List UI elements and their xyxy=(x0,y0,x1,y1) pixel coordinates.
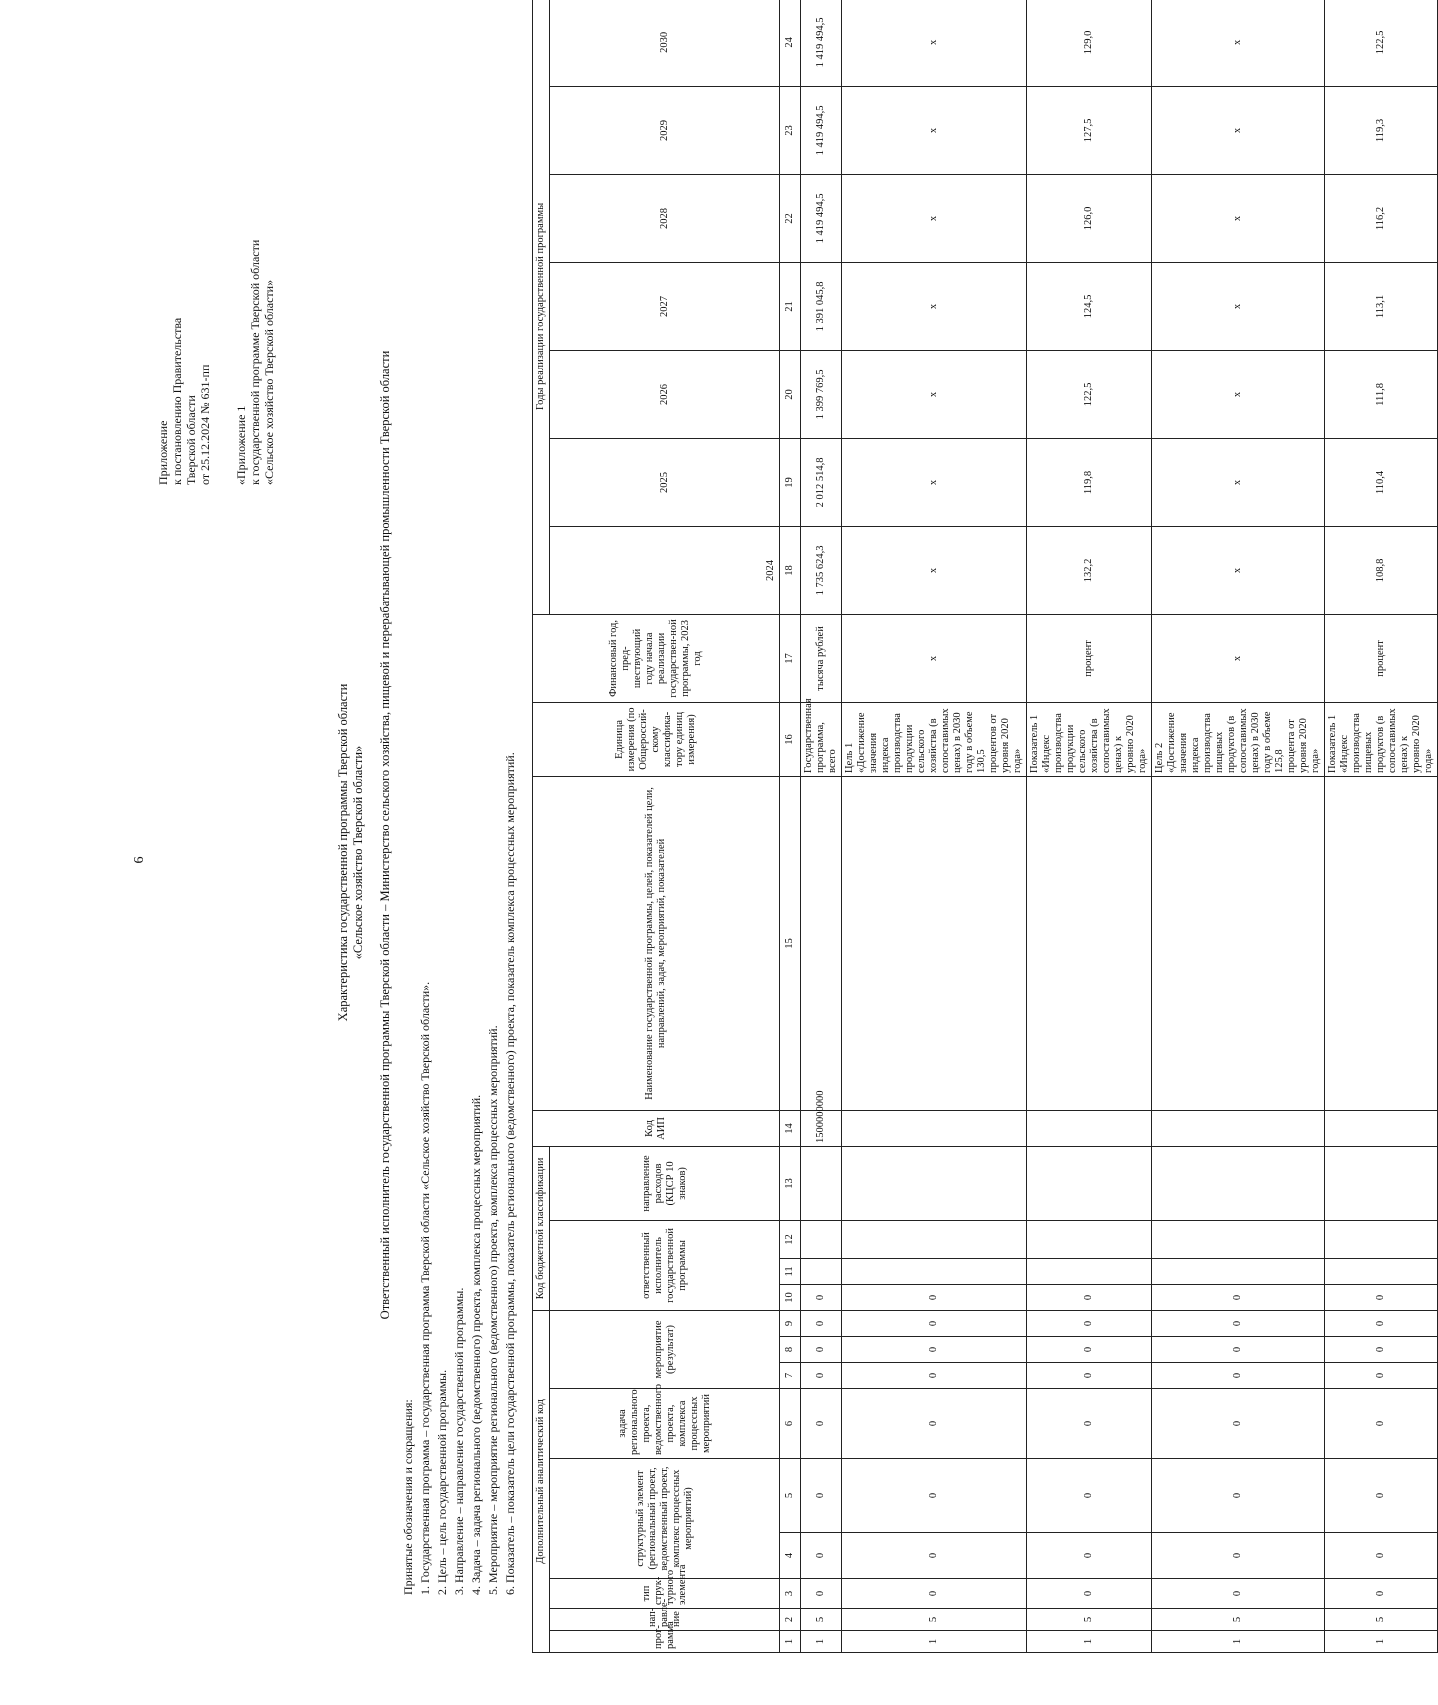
fin-year-cell: 108,8 xyxy=(1325,526,1438,614)
code-cell: 0 xyxy=(1325,1337,1438,1363)
code-cell: 0 xyxy=(801,1579,842,1609)
column-number: 20 xyxy=(780,350,801,438)
year-value-cell: 126,0 xyxy=(1027,174,1152,262)
code-cell: 1 xyxy=(801,1631,842,1653)
code-cell xyxy=(801,1220,842,1258)
header-name: Наименование государственной программы, целей, показателей цели, направлений, задач, мероприятий, показателей xyxy=(533,776,780,1110)
column-number: 4 xyxy=(780,1533,801,1579)
header-struct-element: структурный элемент (региональный проект, ведомственный проект, комплекс процессных мероприятий) xyxy=(550,1459,780,1579)
code-cell: 0 xyxy=(1152,1363,1325,1389)
code-cell: 1 xyxy=(1325,1631,1438,1653)
header-unit: Единица измерения (по Общероссий-скому классифика-тору единиц измерения) xyxy=(533,702,780,776)
year-value-cell: x xyxy=(842,174,1027,262)
column-number: 16 xyxy=(780,702,801,776)
column-number: 5 xyxy=(780,1459,801,1533)
code-cell xyxy=(1325,1220,1438,1258)
appendix-line: Тверской области xyxy=(184,395,198,485)
name-cell: Государственная программа, всего xyxy=(801,702,842,776)
code-cell xyxy=(1325,1110,1438,1146)
year-value-cell: x xyxy=(1152,438,1325,526)
year-value-cell: 113,1 xyxy=(1325,262,1438,350)
code-cell: 1 xyxy=(1027,1631,1152,1653)
code-cell: 0 xyxy=(1325,1363,1438,1389)
aip-cell xyxy=(1152,776,1325,1110)
code-cell: 0 xyxy=(1027,1337,1152,1363)
code-cell xyxy=(1027,1220,1152,1258)
code-cell: 0 xyxy=(801,1533,842,1579)
column-number: 22 xyxy=(780,174,801,262)
code-cell: 0 xyxy=(1027,1284,1152,1310)
fin-year-cell: 132,2 xyxy=(1027,526,1152,614)
year-value-cell: 1 419 494,5 xyxy=(801,174,842,262)
code-cell: 5 xyxy=(1152,1609,1325,1631)
code-cell: 5 xyxy=(1027,1609,1152,1631)
header-event: мероприятие (результат) xyxy=(550,1310,780,1388)
column-number: 14 xyxy=(780,1110,801,1146)
year-value-cell: 122,5 xyxy=(1027,350,1152,438)
year-2026: 2026 xyxy=(550,350,780,438)
fin-year-cell: x xyxy=(842,526,1027,614)
year-value-cell: x xyxy=(1152,350,1325,438)
code-cell: 0 xyxy=(801,1284,842,1310)
code-cell: 0 xyxy=(801,1459,842,1533)
column-number: 17 xyxy=(780,614,801,702)
code-cell: 0 xyxy=(801,1337,842,1363)
legend-item: 1. Государственная программа – государственная программа Тверской области «Сельское хозяйство Тверской области». xyxy=(418,981,432,1595)
code-cell: 0 xyxy=(1325,1459,1438,1533)
code-cell: 0 xyxy=(1152,1337,1325,1363)
year-value-cell: 1 391 045,8 xyxy=(801,262,842,350)
column-number: 1 xyxy=(780,1631,801,1653)
table-row xyxy=(1027,0,1152,1653)
year-value-cell: x xyxy=(842,86,1027,174)
table-row xyxy=(1325,0,1438,1653)
year-2030: 2030 xyxy=(550,0,780,86)
code-cell: 0 xyxy=(842,1284,1027,1310)
year-value-cell: 116,2 xyxy=(1325,174,1438,262)
name-cell: Цель 2 «Достижение значения индекса производства пищевых продуктов (в сопоставимых ценах) в 2030 году в объеме 125,8 процента от уровня 2020 года» xyxy=(1152,702,1325,776)
code-cell: 0 xyxy=(842,1363,1027,1389)
code-cell xyxy=(842,1110,1027,1146)
header-program: прог-рамма xyxy=(550,1631,780,1653)
code-cell xyxy=(1027,1146,1152,1220)
table-body xyxy=(780,0,1438,1653)
year-value-cell: 119,8 xyxy=(1027,438,1152,526)
legend-title: Принятые обозначения и сокращения: xyxy=(401,1399,415,1595)
aip-cell xyxy=(1325,776,1438,1110)
year-value-cell: x xyxy=(842,262,1027,350)
code-cell: 5 xyxy=(801,1609,842,1631)
code-cell: 0 xyxy=(1027,1459,1152,1533)
column-number: 10 xyxy=(780,1284,801,1310)
year-value-cell: 1 399 769,5 xyxy=(801,350,842,438)
unit-cell: x xyxy=(1152,614,1325,702)
year-value-cell: x xyxy=(1152,174,1325,262)
responsible-executor: Ответственный исполнитель государственной программы Тверской области – Министерство сельского хозяйства, пищевой и перерабатывающей промышленности Тверской области xyxy=(378,350,392,1320)
year-value-cell: 1 419 494,5 xyxy=(801,86,842,174)
code-cell xyxy=(1325,1258,1438,1284)
code-cell: 0 xyxy=(1027,1310,1152,1336)
name-cell: Показатель 1 «Индекс производства пищевых продуктов (в сопоставимых ценах) к уровню 2020 года» xyxy=(1325,702,1438,776)
code-cell: 1 xyxy=(1152,1631,1325,1653)
code-cell xyxy=(1027,1258,1152,1284)
code-cell: 0 xyxy=(1325,1389,1438,1459)
column-number: 11 xyxy=(780,1258,801,1284)
table-row xyxy=(801,0,842,1653)
code-cell xyxy=(1152,1258,1325,1284)
year-value-cell: 127,5 xyxy=(1027,86,1152,174)
header-years: Годы реализации государственной программы xyxy=(533,0,550,614)
header-task: задача регионального проекта, ведомственного проекта, комплекса процессных мероприятий xyxy=(550,1389,780,1459)
column-number: 12 xyxy=(780,1220,801,1258)
header-budget-code: Код бюджетной классификации xyxy=(533,1146,550,1310)
header-responsible: ответственный исполнитель государственной программы xyxy=(550,1220,780,1310)
code-cell: 0 xyxy=(1325,1579,1438,1609)
code-cell: 0 xyxy=(1152,1310,1325,1336)
code-cell: 0 xyxy=(842,1337,1027,1363)
code-cell: 0 xyxy=(1152,1533,1325,1579)
header-aip: Код АИП xyxy=(533,1110,780,1146)
column-number: 24 xyxy=(780,0,801,86)
code-cell: 0 xyxy=(842,1310,1027,1336)
code-cell: 0 xyxy=(1152,1389,1325,1459)
appendix-line: к государственной программе Тверской области xyxy=(248,239,262,485)
header-analytic-code: Дополнительный аналитический код xyxy=(533,1310,550,1652)
code-cell: 0 xyxy=(1325,1533,1438,1579)
year-value-cell: 2 012 514,8 xyxy=(801,438,842,526)
code-cell xyxy=(1152,1220,1325,1258)
year-value-cell: x xyxy=(842,350,1027,438)
year-value-cell: 124,5 xyxy=(1027,262,1152,350)
heading-line-1: Характеристика государственной программы Тверской области xyxy=(336,683,350,1022)
legend-block xyxy=(400,95,519,1595)
code-cell xyxy=(842,1220,1027,1258)
unit-cell: тысяча рублей xyxy=(801,614,842,702)
code-cell xyxy=(842,1146,1027,1220)
column-number: 18 xyxy=(780,526,801,614)
name-cell: Цель 1 «Достижение значения индекса производства продукции сельского хозяйства (в сопоставимых ценах) в 2030 году в объеме 130,5 процентов от уровня 2020 года» xyxy=(842,702,1027,776)
heading-line-2: «Сельское хозяйство Тверской области» xyxy=(351,745,365,960)
legend-item: 5. Мероприятие – мероприятие регионального (ведомственного) проекта, комплекса процессных мероприятий. xyxy=(486,1025,500,1595)
appendix-line: к постановлению Правительства xyxy=(170,317,184,485)
legend-item: 3. Направление – направление государственной программы. xyxy=(452,1287,466,1595)
year-value-cell: x xyxy=(842,0,1027,86)
column-number: 6 xyxy=(780,1389,801,1459)
code-cell: 0 xyxy=(1027,1389,1152,1459)
code-cell xyxy=(1152,1110,1325,1146)
appendix-line: «Сельское хозяйство Тверской области» xyxy=(262,279,276,485)
code-cell: 1500000000 xyxy=(801,1110,842,1146)
code-cell: 0 xyxy=(801,1363,842,1389)
code-cell: 5 xyxy=(1325,1609,1438,1631)
code-cell: 0 xyxy=(801,1310,842,1336)
year-value-cell: 119,3 xyxy=(1325,86,1438,174)
year-2024: 2024 xyxy=(550,526,780,614)
code-cell: 0 xyxy=(1325,1284,1438,1310)
fin-year-cell: 1 735 624,3 xyxy=(801,526,842,614)
table-row xyxy=(1152,0,1325,1653)
year-value-cell: 129,0 xyxy=(1027,0,1152,86)
column-number-row xyxy=(780,0,801,1653)
document-page: 6 Приложение к постановлению Правительства Тверской области от 25.12.2024 № 631-пп «Приложение 1 к государственной программе Тверской области «Сельское хозяйство Тверской области» Характеристика государственной программы Тверской области «Сельское хозяйство Тверской области» Ответственный исполнитель государственной программы Тверской области – Министерство сельского хозяйства, пищевой и перерабатывающей промышленности Тверской области Принятые обозначения и сокращения: 1. Государственная программа – государственная программа Тверской области «Сельское хозяйство Тверской области». 2. Цель – цель государственной программы. 3. Направление – направление государственной программы. 4. Задача – задача регионального (ведомственного) проекта, комплекса процессных мероприятий. 5. Мероприятие – мероприятие регионального (ведомственного) проекта, комплекса процессных мероприятий. 6. Показатель – показатель цели государственной программы, показатель регионального (ведомственного) проекта, показатель комплекса процессных мероприятий. Дополнительный аналитический код Код бюджетной классификации Код АИП Наименование государственной программы, целей, показателей цели, направлений, задач, мероприятий, показателей Единица измерения (по Общероссий-скому классифика-тору единиц измерения) Финансовый год, пред-шествующий году начала реализации государствен-ной программы, 2023 год Годы реализации государственной программы прог-рамма нап-равле-ние тип струк-турного элемента структурный элемент (региональный проект, ведомственный проект, комплекс процессных мероприятий) задача регионального проекта, ведомственного проекта, комплекса процессных мероприятий мероприятие (результат) ответственный исполнитель государственной программы направление расходов (КЦСР 10 знаков) 2024 2025 2026 2027 2028 2029 2030 1 2 3 4 5 6 7 8 9 10 11 12 13 14 15 16 17 18 19 20 21 22 23 24 1 5 0 0 0 0 0 0 0 0 1500000000 Государственная программа, всего тысяча рублей 1 735 624,3 2 012 514,8 1 399 769,5 1 391 045,8 1 419 494,5 1 419 494,5 1 419 494,5 1 5 0 0 0 0 0 0 0 0 Цель 1 «Достижение значения индекса производства продукции сельского хозяйства (в сопоставимых ценах) в 2030 году в объеме 130,5 процентов от уровня 2020 года» x x x x x x x x 1 5 0 0 0 0 0 0 0 0 Показатель 1 «Индекс производства продукции сельского хозяйства (в сопоставимых ценах) к уровню 2020 года» процент 132,2 119,8 122,5 124,5 126,0 127,5 129,0 1 5 0 0 0 0 0 0 0 0 Цель 2 «Достижение значения индекса производства пищевых продуктов (в сопоставимых ценах) в 2030 году в объеме 125,8 процента от уровня 2020 года» x x x x x x x x 1 5 0 0 0 0 0 0 0 0 Показатель 1 «Индекс производства пищевых продуктов (в сопоставимых ценах) к уровню 2020 года» процент 108,8 110,4 111,8 113,1 116,2 119,3 122,5 xyxy=(0,0,1200,1705)
header-fin-year: Финансовый год, пред-шествующий году начала реализации государствен-ной программы, 2023 год xyxy=(533,614,780,702)
column-number: 7 xyxy=(780,1363,801,1389)
column-number: 15 xyxy=(780,776,801,1110)
code-cell xyxy=(1152,1146,1325,1220)
header-expense-direction: направление расходов (КЦСР 10 знаков) xyxy=(550,1146,780,1220)
appendix-line: «Приложение 1 xyxy=(234,405,248,485)
year-value-cell: 122,5 xyxy=(1325,0,1438,86)
legend-item: 4. Задача – задача регионального (ведомственного) проекта, комплекса процессных мероприятий. xyxy=(469,1094,483,1595)
unit-cell: процент xyxy=(1325,614,1438,702)
code-cell: 0 xyxy=(1027,1363,1152,1389)
code-cell: 0 xyxy=(842,1389,1027,1459)
year-value-cell: 111,8 xyxy=(1325,350,1438,438)
appendix-block xyxy=(156,65,276,485)
column-number: 13 xyxy=(780,1146,801,1220)
column-number: 2 xyxy=(780,1609,801,1631)
year-2027: 2027 xyxy=(550,262,780,350)
column-number: 8 xyxy=(780,1337,801,1363)
name-cell: Показатель 1 «Индекс производства продукции сельского хозяйства (в сопоставимых ценах) к уровню 2020 года» xyxy=(1027,702,1152,776)
legend-item: 2. Цель – цель государственной программы. xyxy=(435,1369,449,1595)
year-value-cell: 1 419 494,5 xyxy=(801,0,842,86)
year-2029: 2029 xyxy=(550,86,780,174)
column-number: 21 xyxy=(780,262,801,350)
appendix-line: Приложение xyxy=(156,420,170,485)
document-heading xyxy=(336,0,366,1705)
table-row xyxy=(842,0,1027,1653)
year-value-cell: x xyxy=(1152,86,1325,174)
header-struct-type: тип струк-турного элемента xyxy=(550,1579,780,1609)
code-cell: 0 xyxy=(1152,1284,1325,1310)
year-2025: 2025 xyxy=(550,438,780,526)
code-cell: 0 xyxy=(801,1389,842,1459)
year-value-cell: x xyxy=(1152,262,1325,350)
aip-cell xyxy=(1027,776,1152,1110)
fin-year-cell: x xyxy=(1152,526,1325,614)
code-cell: 0 xyxy=(1152,1579,1325,1609)
aip-cell xyxy=(801,776,842,1110)
code-cell xyxy=(801,1258,842,1284)
column-number: 9 xyxy=(780,1310,801,1336)
code-cell: 1 xyxy=(842,1631,1027,1653)
code-cell: 0 xyxy=(842,1459,1027,1533)
column-number: 3 xyxy=(780,1579,801,1609)
code-cell xyxy=(1027,1110,1152,1146)
year-value-cell: 110,4 xyxy=(1325,438,1438,526)
program-characteristics-table xyxy=(532,0,1438,1653)
year-value-cell: x xyxy=(1152,0,1325,86)
column-number: 19 xyxy=(780,438,801,526)
code-cell xyxy=(1325,1146,1438,1220)
year-value-cell: x xyxy=(842,438,1027,526)
legend-item: 6. Показатель – показатель цели государственной программы, показатель регионального (ведомственного) проекта, показатель комплекса процессных мероприятий. xyxy=(503,752,517,1595)
aip-cell xyxy=(842,776,1027,1110)
code-cell: 0 xyxy=(842,1533,1027,1579)
code-cell: 0 xyxy=(1027,1579,1152,1609)
year-2028: 2028 xyxy=(550,174,780,262)
column-number: 23 xyxy=(780,86,801,174)
header-direction: нап-равле-ние xyxy=(550,1609,780,1631)
code-cell: 0 xyxy=(1152,1459,1325,1533)
code-cell: 5 xyxy=(842,1609,1027,1631)
unit-cell: процент xyxy=(1027,614,1152,702)
code-cell: 0 xyxy=(1027,1533,1152,1579)
code-cell: 0 xyxy=(1325,1310,1438,1336)
appendix-line: от 25.12.2024 № 631-пп xyxy=(198,364,212,485)
code-cell xyxy=(842,1258,1027,1284)
code-cell xyxy=(801,1146,842,1220)
unit-cell: x xyxy=(842,614,1027,702)
code-cell: 0 xyxy=(842,1579,1027,1609)
